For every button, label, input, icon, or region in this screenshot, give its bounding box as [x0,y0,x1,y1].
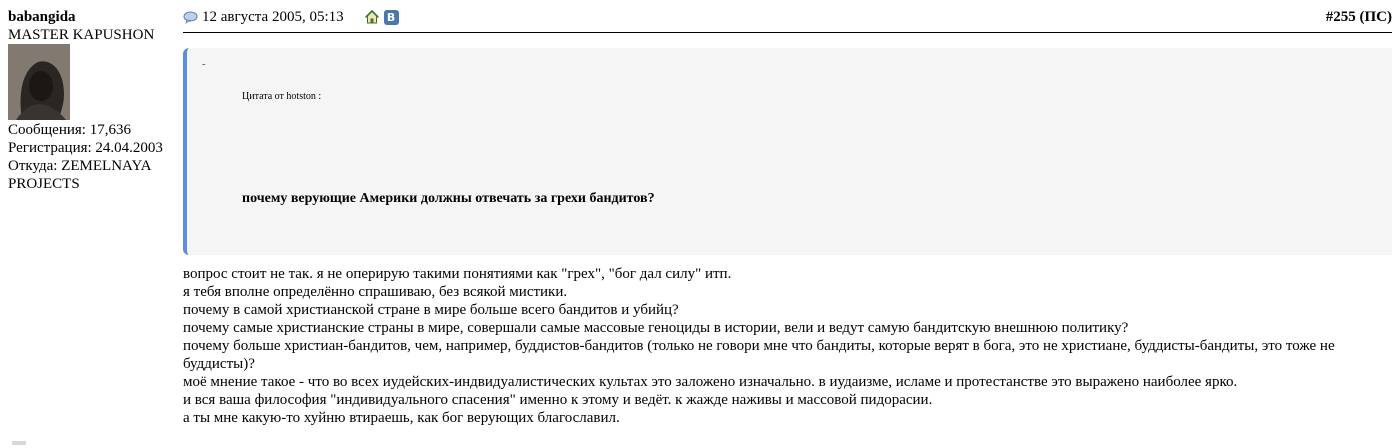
home-icon[interactable] [365,10,379,24]
avatar[interactable] [8,44,70,120]
author-title: MASTER KAPUSHON [8,27,155,43]
message-icon [183,11,198,24]
registered-value: 24.04.2003 [95,140,163,156]
vk-icon[interactable]: B [384,10,399,25]
author-registered [8,139,178,157]
post-line: почему в самой христианской стране в мире больше всего бандитов и убийц? [183,302,679,318]
quote-block [183,48,1392,255]
post-main [183,8,1392,426]
post-date: 12 августа 2005, 05:13 [202,9,344,25]
post-line: вопрос стоит не так. я не оперирую такими понятиями как "грех", "бог дал силу" итп. [183,266,732,282]
post-line: я тебя вполне определённо спрашиваю, без всякой мистики. [183,284,568,300]
quote-dash: - [202,58,206,70]
quote-text: почему верующие Америки должны отвечать за грехи бандитов? [242,191,655,206]
post-line: и вся ваша философия "индивидуального спасения" именно к этому и ведёт. к жажде наживы и массовой пидорасии. [183,392,933,408]
post-header-left [183,8,399,26]
messages-label: Сообщения: [8,122,86,138]
author-sidebar [8,8,178,193]
status-icon [12,441,26,445]
post-line: а ты мне какую-то хуйню втираешь, как бог верующих благославил. [183,410,620,426]
post-number[interactable]: #255 (ПС) [1325,9,1392,25]
messages-value: 17,636 [89,122,131,138]
location-value: ZEMELNAYA PROJECTS [8,158,151,192]
location-label: Откуда: [8,158,58,174]
quote-caption: Цитата от hotston : [242,91,322,102]
author-name[interactable]: babangida [8,9,76,25]
post-line: почему больше христиан-бандитов, чем, например, буддистов-бандитов (только не говори мне что бандиты, которые верят в бога, это не христиане, буддисты-бандиты, это тоже не буддисты)? [183,338,1335,372]
author-location [8,157,178,193]
post-line: почему самые христианские страны в мире, совершали самые массовые геноциды в истории, вели и ведут самую бандитскую внешнюю политику? [183,320,1129,336]
author-messages [8,121,178,139]
post-header [183,8,1392,33]
registered-label: Регистрация: [8,140,92,156]
post-body [183,265,1398,427]
post-line: моё мнение такое - что во всех иудейских-индвидуалистических культах это заложено изначально. в иудаизме, исламе и протестанстве это выражено наиболее ярко. [183,374,1238,390]
